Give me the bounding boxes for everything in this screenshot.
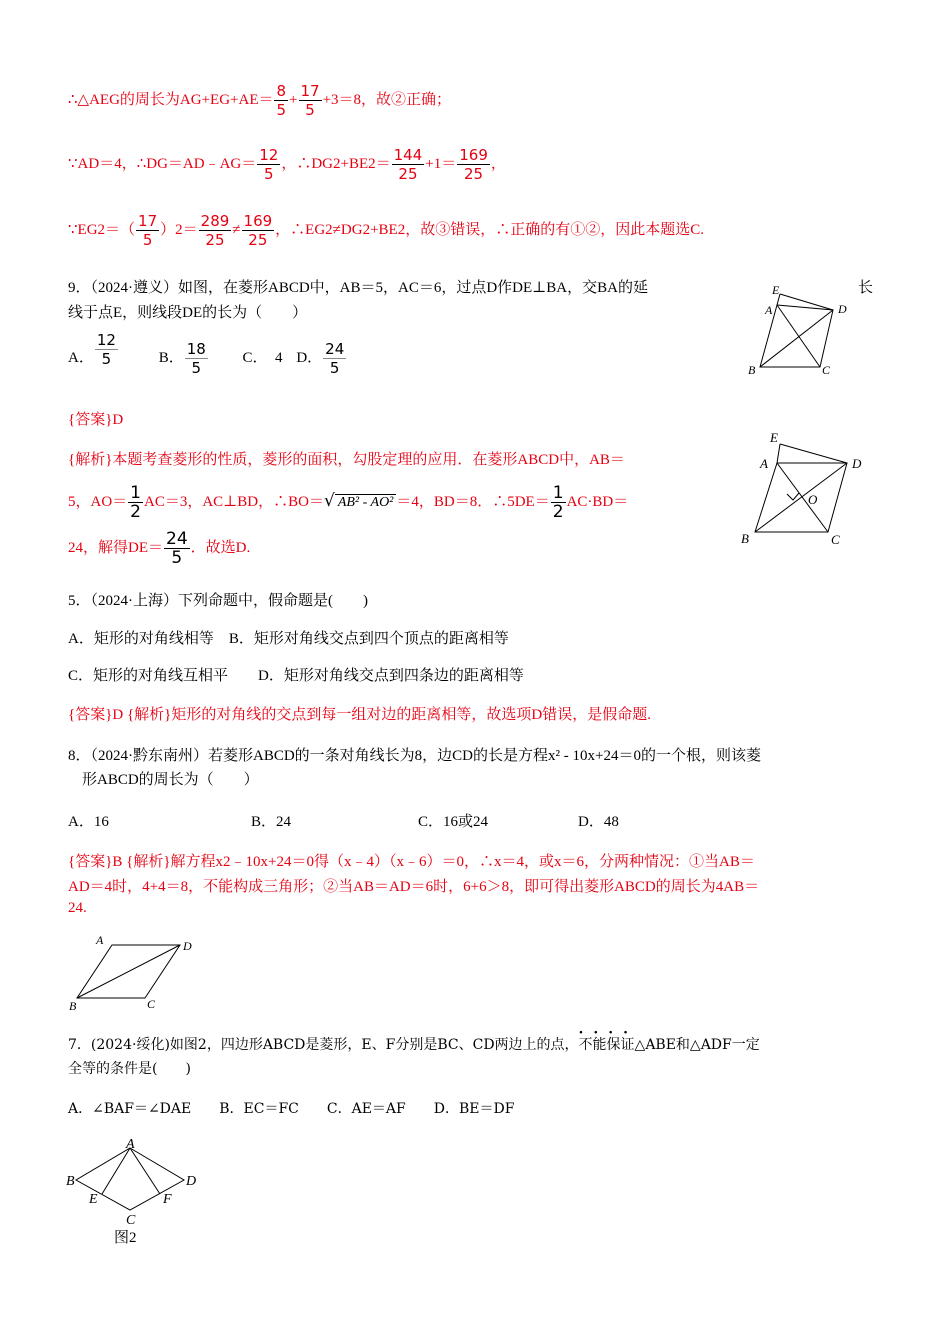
q9-line-1: 9．（2024·遵义）如图，在菱形ABCD中，AB＝5，AC＝6，过点D作DE⊥BA，交BA的延	[68, 280, 648, 296]
option-b: B．	[158, 349, 184, 366]
text: 24，解得DE＝	[68, 539, 163, 556]
svg-text:D: D	[183, 939, 192, 953]
text: ．故选D.	[190, 539, 251, 556]
q8-option-b: B．24	[251, 814, 292, 830]
q9-answer: {答案}D	[68, 412, 124, 428]
fraction	[128, 484, 143, 521]
svg-text:D: D	[838, 302, 847, 316]
figure-caption: 图2	[114, 1230, 137, 1246]
emphasis-dots-icon: ····	[578, 1025, 639, 1041]
text: ＝4，BD＝8．∴5DE＝	[396, 493, 550, 510]
fraction	[257, 146, 280, 183]
q5-answer: {答案}D {解析}矩形的对角线的交点到每一组对边的距离相等，故选项D错误，是假命题.	[68, 707, 651, 723]
text: △ABE和△ADF一定	[634, 1037, 760, 1053]
q8-option-d: D．48	[578, 814, 619, 830]
text: 5，AO＝	[68, 493, 128, 510]
numerator: 18	[186, 340, 206, 358]
fraction	[199, 212, 232, 249]
q8-line-1: 8．（2024·黔东南州）若菱形ABCD的一条对角线长为8，边CD的长是方程x² - 10x+24＝0的一个根，则该菱	[68, 748, 761, 764]
q8-answer-1: {答案}B {解析}解方程x2﹣10x+24＝0得（x﹣4）（x﹣6）＝0，∴x＝4，或x＝6，分两种情况：①当AB＝	[68, 854, 755, 870]
emphasis-dotted	[578, 1025, 639, 1053]
numerator: 24	[166, 529, 188, 549]
denominator: 5	[264, 165, 274, 183]
numerator: 17	[138, 212, 158, 230]
fraction	[274, 82, 288, 119]
denominator: 5	[142, 231, 153, 249]
rhombus-figure-q7	[62, 1132, 212, 1250]
denominator: 5	[185, 358, 208, 377]
svg-text:B: B	[69, 999, 77, 1013]
q5-options-cd: C．矩形的对角线互相平 D．矩形对角线交点到四条边的距离相等	[68, 668, 524, 684]
svg-text:E: E	[770, 430, 778, 445]
svg-text:C: C	[126, 1213, 136, 1228]
text: 7．(2024·绥化)如图2，四边形ABCD是菱形，E、F分别是BC、CD两边上的点，	[68, 1037, 579, 1053]
solution-line-3	[68, 212, 704, 249]
q5-options-ab: A．矩形的对角线相等 B．矩形对角线交点到四个顶点的距离相等	[68, 631, 509, 647]
text: ，∴DG2+BE2＝	[281, 155, 391, 172]
fraction	[185, 340, 208, 377]
svg-text:F: F	[163, 1192, 172, 1207]
text: ≠	[232, 221, 241, 238]
svg-text:C: C	[147, 997, 156, 1011]
q9-options	[68, 331, 347, 377]
numerator: 1	[130, 483, 141, 503]
numerator: 144	[393, 146, 423, 164]
numerator: 17	[300, 82, 320, 100]
denominator: 5	[95, 349, 118, 368]
fraction	[551, 484, 566, 521]
denominator: 5	[323, 358, 346, 377]
svg-text:E: E	[772, 283, 780, 297]
svg-text:C: C	[831, 532, 840, 547]
q7-options: A．∠BAF＝∠DAE B．EC＝FC C．AE＝AF D．BE＝DF	[68, 1101, 515, 1117]
q9-line-1-tail: 长	[858, 280, 874, 296]
svg-text:A: A	[96, 933, 104, 947]
denominator: 25	[248, 231, 268, 249]
fraction	[457, 146, 490, 183]
option-c: C． 4	[242, 349, 283, 366]
svg-text:B: B	[66, 1174, 75, 1189]
denominator: 2	[130, 502, 141, 522]
text: +3＝8，故②正确；	[322, 91, 452, 108]
text: ，∴EG2≠DG2+BE2，故③错误，∴正确的有①②，因此本题选C.	[275, 221, 704, 238]
svg-text:D: D	[852, 456, 862, 471]
numerator: 169	[459, 146, 488, 164]
q7-line-2: 全等的条件是( )	[68, 1061, 191, 1077]
text: ∴△AEG的周长为AG+EG+AE＝	[68, 91, 274, 108]
q8-option-a: A．16	[68, 814, 109, 830]
denominator: 5	[305, 101, 315, 119]
q5-title: 5．（2024·上海）下列命题中，假命题是( )	[68, 593, 368, 609]
svg-text:D: D	[186, 1174, 197, 1189]
text: ∵EG2＝（	[68, 221, 136, 238]
fraction	[136, 212, 159, 249]
denominator: 5	[164, 548, 190, 567]
numerator: 289	[200, 212, 230, 230]
numerator: 12	[96, 331, 116, 349]
denominator: 5	[276, 101, 287, 119]
svg-text:B: B	[741, 531, 749, 546]
numerator: 169	[243, 212, 273, 230]
solution-line-1	[68, 82, 451, 119]
option-d: D．	[296, 349, 323, 366]
fraction	[95, 331, 118, 368]
fraction	[392, 146, 425, 183]
q8-answer-2: AD＝4时，4+4＝8，不能构成三角形；②当AB＝AD＝6时，6+6＞8，即可得出菱形ABCD的周长为4AB＝	[68, 879, 760, 895]
option-a: A．	[68, 349, 94, 366]
fraction	[242, 212, 275, 249]
svg-text:B: B	[748, 363, 756, 377]
numerator: 1	[552, 483, 564, 503]
q9-explanation-3	[68, 530, 250, 567]
denominator: 25	[398, 165, 418, 183]
q9-explanation-1: {解析}本题考查菱形的性质，菱形的面积，勾股定理的应用．在菱形ABCD中，AB＝	[68, 452, 625, 468]
text: AC·BD＝	[566, 493, 629, 510]
numerator: 12	[259, 146, 279, 164]
q9-explanation-2	[68, 484, 628, 521]
solution-line-2	[68, 146, 506, 183]
denominator: 25	[464, 165, 484, 183]
fraction	[164, 530, 190, 567]
svg-text:A: A	[760, 456, 768, 471]
svg-text:C: C	[822, 363, 831, 377]
numerator: 8	[276, 82, 287, 100]
q8-answer-3: 24.	[68, 900, 87, 916]
q7-line-1	[68, 1025, 760, 1054]
text: +	[289, 91, 298, 108]
rhombus-figure-large	[735, 430, 875, 550]
text: AC＝3，AC⊥BD，∴BO＝	[144, 493, 324, 510]
svg-text:A: A	[126, 1137, 135, 1152]
fraction	[323, 340, 346, 377]
sqrt-content: AB² - AO²	[335, 494, 397, 510]
q9-line-2: 线于点E，则线段DE的长为（ ）	[68, 305, 308, 321]
svg-text:O: O	[808, 492, 818, 507]
text: ）2＝	[160, 221, 198, 238]
denominator: 2	[552, 502, 564, 522]
svg-text:A: A	[765, 303, 773, 317]
denominator: 25	[205, 231, 225, 249]
text: ，	[490, 155, 506, 172]
rhombus-figure-small	[740, 280, 860, 380]
q8-line-2: 形ABCD的周长为（ ）	[82, 772, 259, 788]
text: ∵AD＝4，∴DG＝AD﹣AG＝	[68, 155, 257, 172]
numerator: 24	[325, 340, 345, 358]
q8-option-c: C．16或24	[418, 814, 489, 830]
rhombus-figure-q8	[66, 932, 206, 1014]
fraction	[299, 82, 322, 119]
text: 不能保证	[578, 1037, 635, 1053]
svg-text:E: E	[89, 1192, 98, 1207]
text: +1＝	[425, 155, 457, 172]
sqrt-symbol: √	[323, 490, 335, 511]
